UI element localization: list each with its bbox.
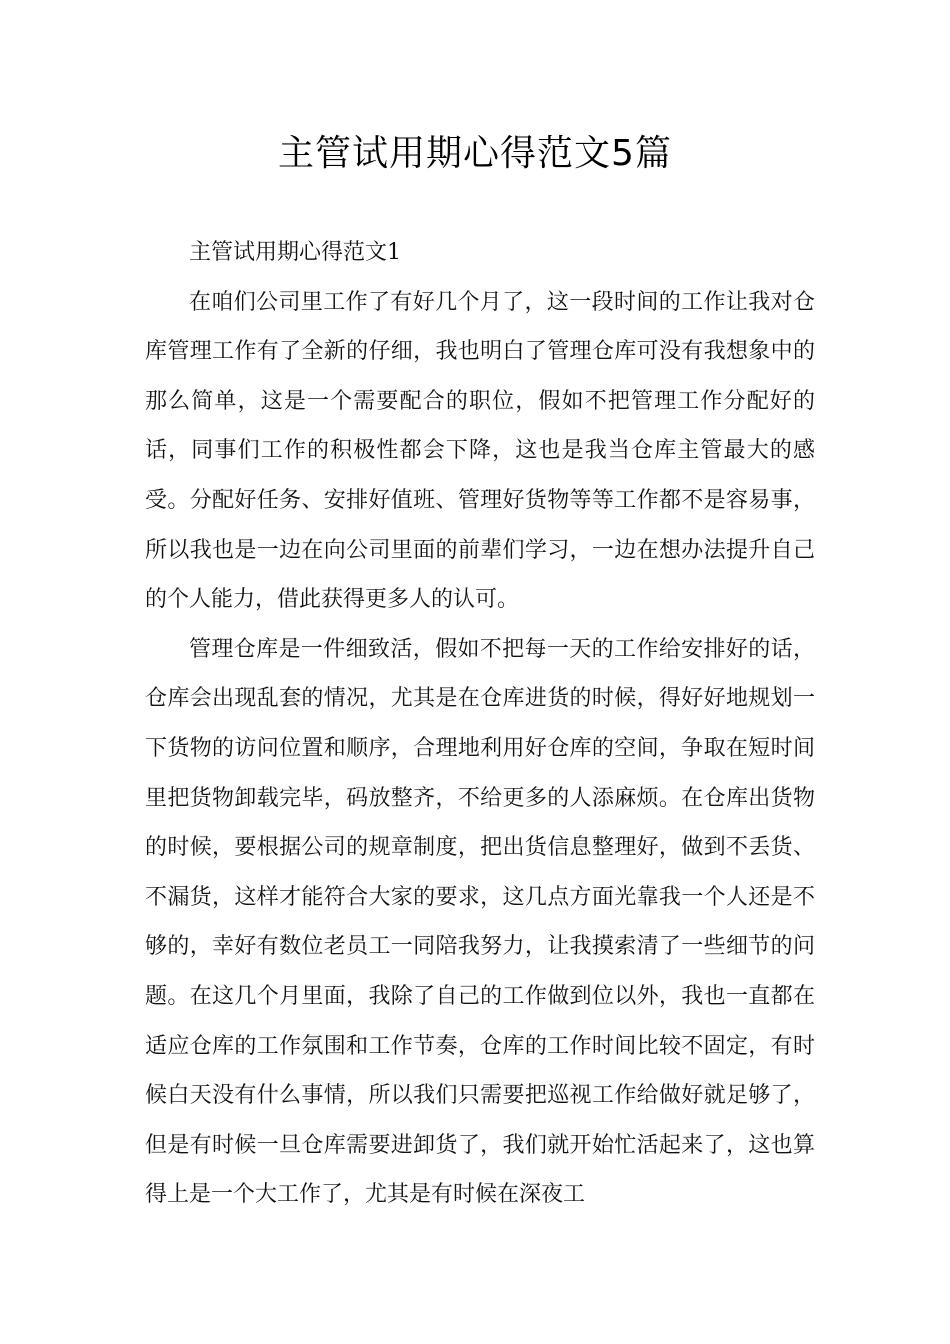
document-title: 主管试用期心得范文5篇 <box>278 133 672 174</box>
document-body <box>145 228 815 1220</box>
paragraph: 在咱们公司里工作了有好几个月了，这一段时间的工作让我对仓库管理工作有了全新的仔细，我也明白了管理仓库可没有我想象中的那么简单，这是一个需要配合的职位，假如不把管理工作分配好的话，同事们工作的积极性都会下降，这也是我当仓库主管最大的感受。分配好任务、安排好值班、管理好货物等等工作都不是容易事，所以我也是一边在向公司里面的前辈们学习，一边在想办法提升自己的个人能力，借此获得更多人的认可。 <box>145 289 815 613</box>
section-heading: 主管试用期心得范文1 <box>189 240 401 265</box>
paragraph: 管理仓库是一件细致活，假如不把每一天的工作给安排好的话，仓库会出现乱套的情况，尤其是在仓库进货的时候，得好好地规划一下货物的访问位置和顺序，合理地利用好仓库的空间，争取在短时间里把货物卸载完毕，码放整齐，不给更多的人添麻烦。在仓库出货物的时候，要根据公司的规章制度，把出货信息整理好，做到不丢货、不漏货，这样才能符合大家的要求，这几点方面光靠我一个人还是不够的，幸好有数位老员工一同陪我努力，让我摸索清了一些细节的问题。在这几个月里面，我除了自己的工作做到位以外，我也一直都在适应仓库的工作氛围和工作节奏，仓库的工作时间比较不固定，有时候白天没有什么事情，所以我们只需要把巡视工作给做好就足够了，但是有时候一旦仓库需要进卸货了，我们就开始忙活起来了，这也算得上是一个大工作了，尤其是有时候在深夜工 <box>145 636 815 1208</box>
